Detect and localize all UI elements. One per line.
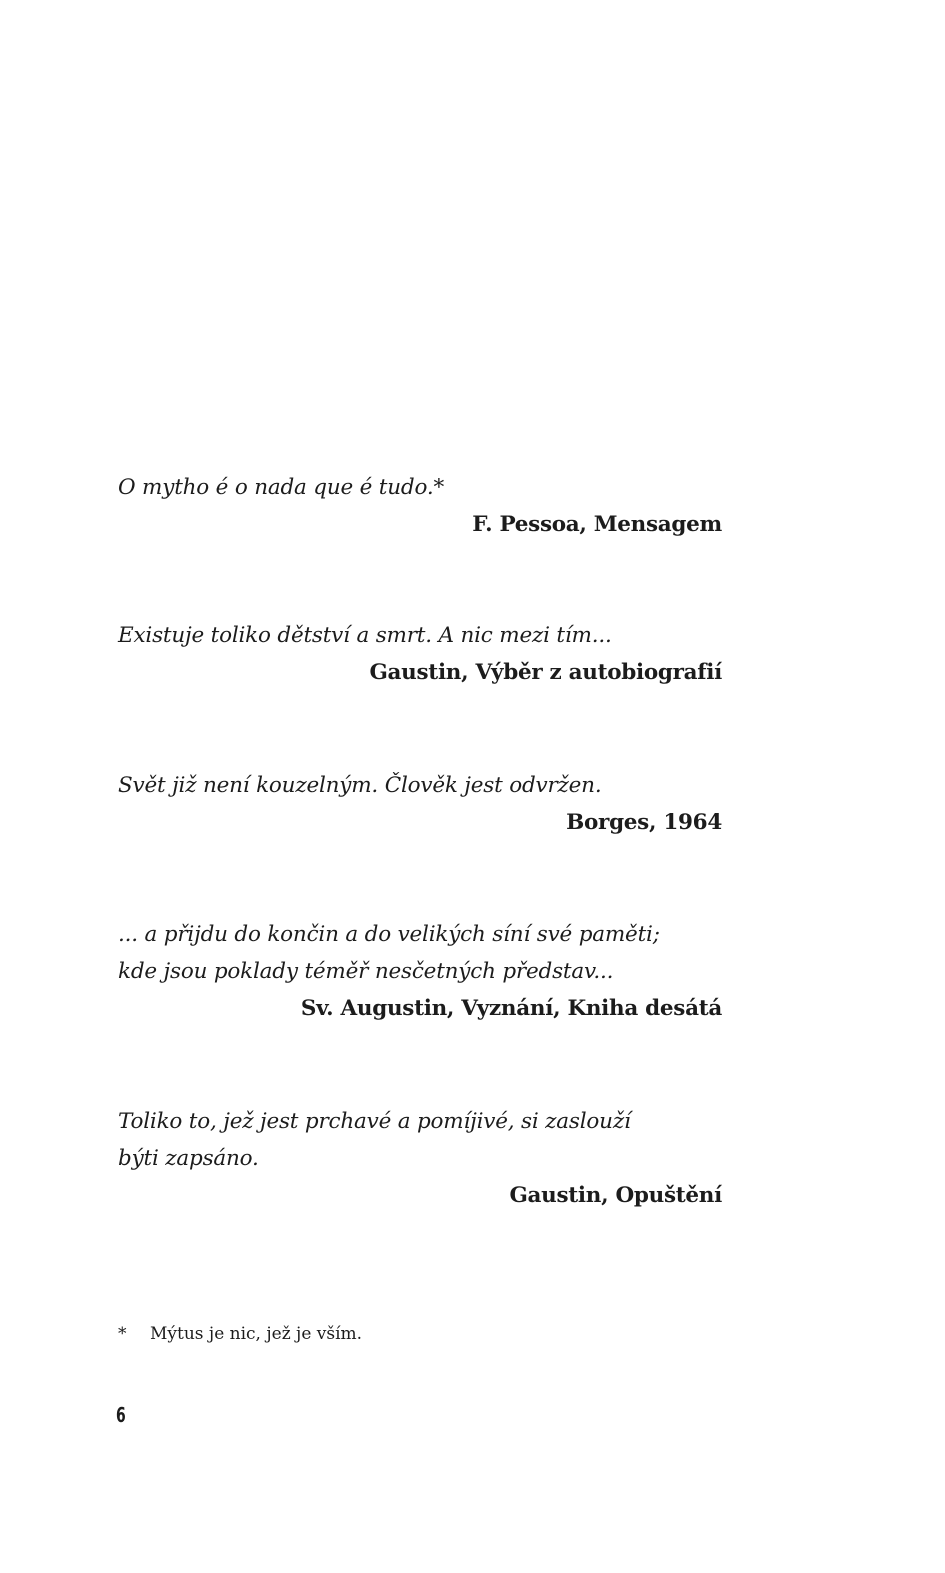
epigraph-gaustin-autobiografie [118, 617, 722, 691]
quote-source: Gaustin, Výběr z autobiografií [369, 660, 722, 685]
quote-line: býti zapsáno. [118, 1146, 259, 1171]
quote-line: kde jsou poklady téměř nesčetných představ... [118, 959, 614, 984]
epigraph-gaustin-opusteni [118, 1103, 722, 1214]
page-number: 6 [116, 1403, 126, 1427]
quote-line: Existuje toliko dětství a smrt. A nic mezi tím... [118, 623, 612, 648]
quote-source: Borges, 1964 [566, 810, 722, 835]
quote-line: Toliko to, jež jest prchavé a pomíjivé, si zaslouží [118, 1109, 631, 1134]
footnote [118, 1320, 362, 1348]
quote-source: Gaustin, Opuštění [509, 1183, 722, 1208]
quote-line: O mytho é o nada que é tudo.* [118, 475, 445, 500]
footnote-text: Mýtus je nic, jež je vším. [150, 1324, 363, 1344]
quote-source: Sv. Augustin, Vyznání, Kniha desátá [300, 996, 722, 1021]
quote-line: Svět již není kouzelným. Člověk jest odvržen. [118, 773, 602, 798]
epigraph-borges [118, 767, 722, 841]
quote-line: ... a přijdu do končin a do velikých síní své paměti; [118, 922, 660, 947]
epigraph-pessoa [118, 469, 722, 543]
footnote-mark: * [118, 1324, 127, 1344]
epigraph-augustin [118, 916, 722, 1027]
quote-source: F. Pessoa, Mensagem [472, 512, 722, 537]
